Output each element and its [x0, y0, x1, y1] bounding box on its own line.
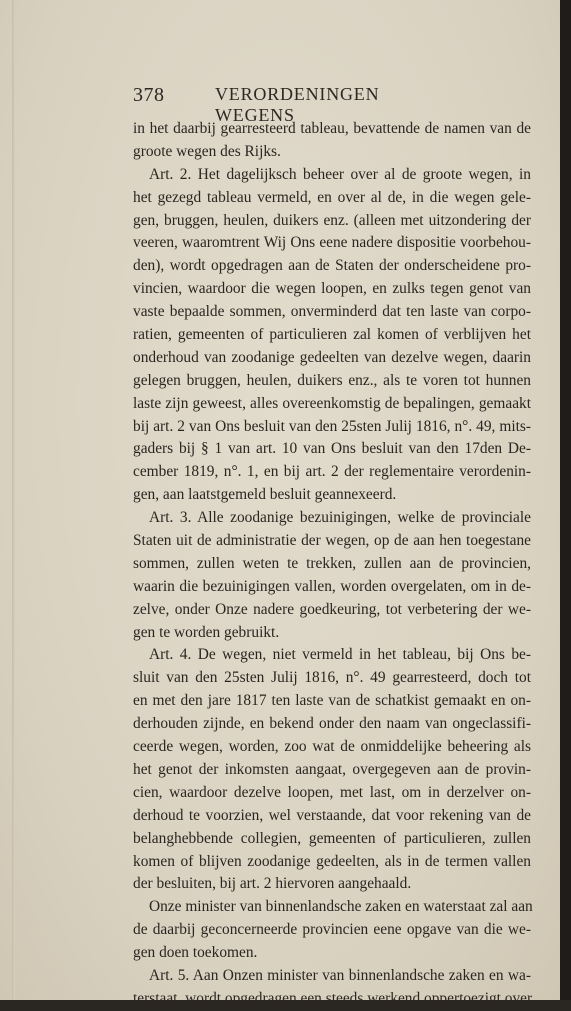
- text-line: belanghebbende collegien, gemeenten of particulieren, zullen: [133, 829, 531, 847]
- running-head: VERORDENINGEN WEGENS: [215, 84, 380, 125]
- text-line: Art. 5. Aan Onzen minister van binnenlandsche zaken en wa-: [149, 966, 531, 984]
- text-line: sluit van den 25sten Julij 1816, n°. 49 gearresteerd, doch tot: [133, 669, 531, 687]
- text-line: en met den jare 1817 ten laste van de schatkist gemaakt en on-: [133, 692, 531, 710]
- text-line: het gezegd tableau vermeld, en over al de, in die wegen gele-: [133, 188, 531, 206]
- scan-border: [560, 0, 571, 1000]
- text-line: terstaat, wordt opgedragen een steeds werkend oppertoezigt over: [133, 989, 533, 1007]
- text-line: het genot der inkomsten aangaat, overgegeven aan de provin-: [133, 760, 531, 778]
- text-line: ratien, gemeenten of particulieren zal komen of verblijven het: [133, 326, 531, 344]
- text-line: cien, waardoor dezelve loopen, met last, om in derzelver on-: [133, 783, 531, 801]
- page-header: [133, 84, 443, 125]
- text-line: Art. 4. De wegen, niet vermeld in het tableau, bij Ons be-: [149, 646, 531, 664]
- text-line: bij art. 2 van Ons besluit van den 25sten Julij 1816, n°. 49, mits-: [133, 417, 531, 435]
- page-number: 378: [133, 84, 165, 106]
- text-line: derhouden zijnde, en bekend onder den naam van ongeclassifi-: [133, 715, 531, 733]
- text-line: sommen, zullen weten te trekken, zullen aan de provincien,: [133, 554, 531, 572]
- text-line: vaste bepaalde sommen, onverminderd dat ten laste van corpo-: [133, 303, 531, 321]
- text-line: cember 1819, n°. 1, en bij art. 2 der reglementaire verordenin-: [133, 463, 531, 481]
- text-line: gen, bruggen, heulen, duikers enz. (alleen met uitzondering der: [133, 211, 531, 229]
- text-line: veeren, waaromtrent Wij Ons eene nadere dispositie voorbehou-: [133, 234, 531, 252]
- text-line: groote wegen des Rijks.: [133, 142, 281, 160]
- text-line: Art. 3. Alle zoodanige bezuinigingen, welke de provinciale: [149, 509, 531, 527]
- text-line: den), wordt opgedragen aan de Staten der onderscheidene pro-: [133, 257, 531, 275]
- text-line: komen of blijven zoodanige gedeelten, als in de termen vallen: [133, 852, 531, 870]
- page-gutter: [12, 0, 15, 1000]
- text-line: ceerde wegen, worden, zoo wat de onmiddelijke beheering als: [133, 738, 531, 756]
- text-line: gaders bij § 1 van art. 10 van Ons besluit van den 17den De-: [133, 440, 531, 458]
- text-line: onderhoud van zoodanige gedeelten van dezelve wegen, daarin: [133, 348, 531, 366]
- text-line: derhoud te voorzien, wel verstaande, dat voor rekening van de: [133, 806, 531, 824]
- body-text: [133, 118, 531, 1011]
- text-line: Onze minister van binnenlandsche zaken en waterstaat zal aan: [149, 898, 533, 916]
- text-line: in het daarbij gearresteerd tableau, bevattende de namen van de: [133, 120, 531, 137]
- text-line: zelve, onder Onze nadere goedkeuring, tot verbetering der we-: [133, 600, 531, 618]
- text-line: Staten uit de administratie der wegen, op de aan hen toegestane: [133, 532, 531, 550]
- text-line: gelegen bruggen, heulen, duikers enz., als te voren tot hunnen: [133, 371, 531, 389]
- text-line: gen doen toekomen.: [133, 944, 258, 962]
- text-line: gen te worden gebruikt.: [133, 623, 280, 641]
- text-line: laste zijn geweest, alles overeenkomstig de bepalingen, gemaakt: [133, 394, 531, 412]
- text-line: de daarbij geconcerneerde provincien eene opgave van die we-: [133, 921, 531, 939]
- text-line: Art. 2. Het dagelijksch beheer over al de groote wegen, in: [149, 165, 531, 183]
- text-line: der besluiten, bij art. 2 hiervoren aangehaald.: [133, 875, 412, 893]
- text-line: gen, aan laatstgemeld besluit geannexeerd.: [133, 486, 397, 504]
- text-line: waarin die bezuinigingen vallen, worden overgelaten, om in de-: [133, 577, 531, 595]
- text-line: vincien, waardoor die wegen loopen, en zulks tegen genot van: [133, 280, 531, 298]
